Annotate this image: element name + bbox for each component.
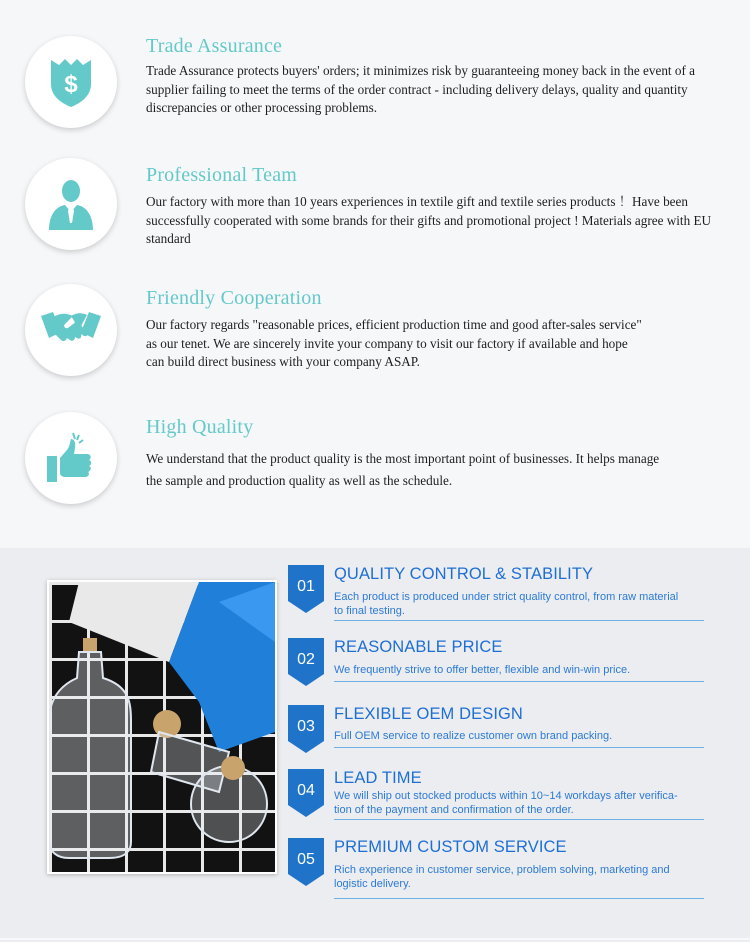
badge-number: 04 bbox=[297, 782, 315, 799]
advantage-description-line: Each product is produced under strict quality control, from raw material bbox=[334, 591, 679, 603]
badge-number: 05 bbox=[297, 851, 315, 868]
advantage-description-line: We will ship out stocked products within 10~14 workdays after verifica- bbox=[334, 790, 678, 802]
feature-description-line: Trade Assurance protects buyers' orders; it minimizes risk by guaranteeing money back in the event of a bbox=[146, 63, 696, 78]
advantage-title: LEAD TIME bbox=[334, 769, 422, 787]
number-badge bbox=[288, 769, 324, 817]
feature-icon-circle bbox=[25, 36, 117, 128]
feature-description bbox=[146, 316, 642, 372]
advantage-description bbox=[334, 729, 612, 743]
feature-description bbox=[146, 62, 695, 118]
advantage-description-line: Rich experience in customer service, problem solving, marketing and bbox=[334, 864, 670, 876]
advantage-description-line: logistic delivery. bbox=[334, 878, 411, 890]
advantage-description-line: We frequently strive to offer better, flexible and win-win price. bbox=[334, 664, 631, 676]
badge-number: 01 bbox=[297, 578, 315, 595]
advantage-description bbox=[334, 590, 678, 618]
feature-title: Trade Assurance bbox=[146, 35, 283, 57]
number-badge bbox=[288, 565, 324, 613]
advantage-description bbox=[334, 863, 670, 891]
divider bbox=[334, 620, 704, 621]
feature-description-line: discrepancies or other processing problems. bbox=[146, 100, 378, 115]
feature-description bbox=[146, 193, 711, 249]
advantage-title: QUALITY CONTROL & STABILITY bbox=[334, 565, 594, 583]
number-badge bbox=[288, 705, 324, 753]
divider bbox=[334, 681, 704, 682]
divider bbox=[334, 898, 704, 899]
divider bbox=[334, 747, 704, 748]
shield-dollar-icon bbox=[43, 54, 99, 110]
number-badge bbox=[288, 638, 324, 686]
feature-title: Professional Team bbox=[146, 164, 298, 186]
feature-description-line: We understand that the product quality is the most important point of businesses. It helps manage bbox=[146, 451, 660, 466]
feature-description-line: Our factory with more than 10 years experiences in textile gift and textile series products ！Have been bbox=[146, 194, 688, 209]
feature-icon-circle bbox=[25, 284, 117, 376]
feature-description-line: standard bbox=[146, 231, 191, 246]
advantages-section bbox=[0, 548, 750, 942]
badge-number: 03 bbox=[297, 718, 315, 735]
advantage-description-line: to final testing. bbox=[334, 605, 405, 617]
feature-description-line: can build direct business with your company ASAP. bbox=[146, 354, 420, 369]
feature-title: High Quality bbox=[146, 416, 254, 438]
advantage-description bbox=[334, 663, 630, 677]
number-badge bbox=[288, 838, 324, 886]
glass-bottle-photo bbox=[49, 582, 275, 872]
feature-icon-circle bbox=[25, 158, 117, 250]
feature-description-line: Our factory regards "reasonable prices, efficient production time and good after-sales service" bbox=[146, 317, 642, 332]
feature-description-line: the sample and production quality as well as the schedule. bbox=[146, 473, 453, 488]
thumbs-up-icon bbox=[43, 430, 99, 486]
person-tie-icon bbox=[43, 176, 99, 232]
feature-title: Friendly Cooperation bbox=[146, 287, 322, 309]
product-photo bbox=[47, 580, 277, 874]
advantage-description bbox=[334, 789, 678, 817]
svg-text:$: $ bbox=[64, 71, 78, 98]
advantage-description-line: tion of the payment and confirmation of the order. bbox=[334, 804, 574, 816]
advantage-title: PREMIUM CUSTOM SERVICE bbox=[334, 838, 567, 856]
feature-icon-circle bbox=[25, 412, 117, 504]
bottom-border bbox=[0, 938, 750, 940]
feature-description-line: successfully cooperated with some brands for their gifts and promotional project ! Materials agree with EU bbox=[146, 212, 712, 228]
feature-description-line: as our tenet. We are sincerely invite your company to visit our factory if available and hope bbox=[146, 335, 628, 351]
feature-description-line: supplier failing to meet the terms of the order contract - including delivery delays, quality and quantity bbox=[146, 81, 688, 97]
advantage-description-line: Full OEM service to realize customer own brand packing. bbox=[334, 730, 613, 742]
advantage-title: REASONABLE PRICE bbox=[334, 638, 503, 656]
badge-number: 02 bbox=[297, 651, 315, 668]
advantage-title: FLEXIBLE OEM DESIGN bbox=[334, 705, 523, 723]
divider bbox=[334, 819, 704, 820]
feature-description bbox=[146, 448, 659, 492]
handshake-icon bbox=[39, 302, 103, 358]
